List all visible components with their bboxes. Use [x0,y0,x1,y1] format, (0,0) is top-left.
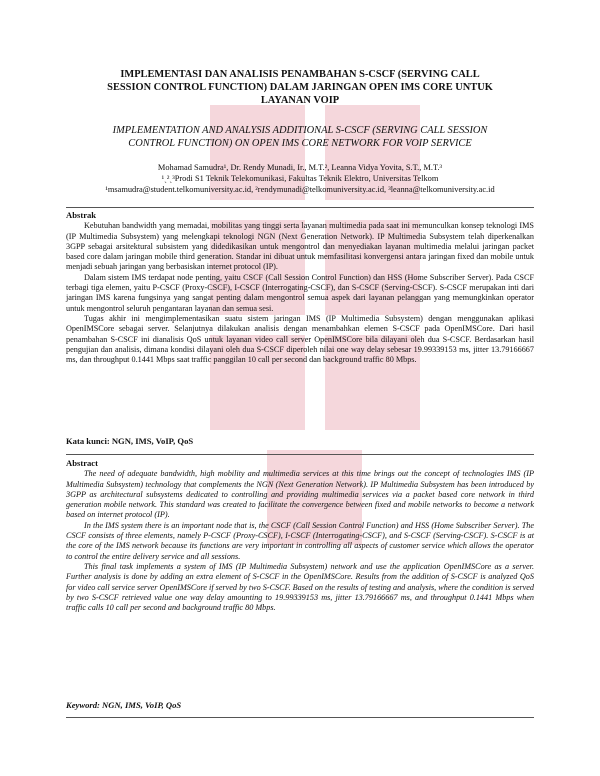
abstract-heading: Abstract [66,458,98,468]
divider [66,717,534,718]
author-emails: ¹msamudra@student.telkomuniversity.ac.id, ²rendymunadi@telkomuniversity.ac.id, ³leanna@telkomuniversity.ac.id [105,185,495,194]
abstrak-paragraph: Tugas akhir ini mengimplementasikan suatu sistem jaringan IMS (IP Multimedia Subsystem) dengan menggunakan aplikasi OpenIMSCore sebagai server. Selanjutnya dilakukan analisis dengan menambahkan elemen S-CSCF pada OpenIMSCore. Dari hasil penambahan S-CSCF ini dianalisis QoS untuk layanan video call server OpenIMSCore bila dilayani oleh dua S-CSCF. Berdasarkan hasil pengujian dan analisis, dimana kondisi dilayani oleh dua S-CSCF diperoleh nilai one way delay sebesar 19.99339153 ms, jitter 13.79166667 ms, dan throughput 0.1441 Mbps saat traffic panggilan 10 call per second dan background traffic 80 Mbps. [66,313,534,365]
abstrak-section [66,210,534,365]
abstrak-paragraph: Dalam sistem IMS terdapat node penting, yaitu CSCF (Call Session Control Function) dan HSS (Home Subscriber Server). Pada CSCF terbagi tiga elemen, yaitu P-CSCF (Proxy-CSCF), I-CSCF (Interrogating-CSCF), dan S-CSCF (Serving-CSCF). S-CSCF merupakan inti dari jaringan IMS karena fungsinya yang sangat penting dalam mengontrol semua aspek dari layanan pelanggan yang memungkinkan operator untuk mengontrol seluruh pengantaran layanan dan semua sesi. [66,272,534,313]
abstract-paragraph: This final task implements a system of IMS (IP Multimedia Subsystem) network and use the application OpenIMSCore as a server. Further analysis is done by adding an extra element of S-CSCF in the OpenIMSCore. Results from the addition of S-CSCF is analyzed QoS for video call service server OpenIMSCore if served by two S-CSCF. Based on the results of testing and analysis, where the condition is served by two S-CSCF retrieved value one way delay amounting to 19.99339153 ms, jitter 13.79166667 ms, and throughput 0.1441 Mbps when traffic calls 10 call per second and background traffic 80 Mbps. [66,561,534,613]
abstract-paragraph: In the IMS system there is an important node that is, the CSCF (Call Session Control Function) and HSS (Home Subscriber Server). The CSCF consists of three elements, namely P-CSCF (Proxy-CSCF), I-CSCF (Interrogating-CSCF), and S-CSCF (Serving-CSCF). S-CSCF is at the core of the IMS network because its functions are very important in controlling all aspects of customer service which allows the operator to control the entire delivery service and all sessions. [66,520,534,561]
divider [66,207,534,208]
abstract-section [66,458,534,613]
author-names: Mohamad Samudra¹, Dr. Rendy Munadi, Ir., M.T.², Leanna Vidya Yovita, S.T., M.T.³ [157,163,443,172]
abstrak-heading: Abstrak [66,210,97,220]
paper-english-title: IMPLEMENTATION AND ANALYSIS ADDITIONAL S-CSCF (SERVING CALL SESSION CONTROL FUNCTION) ON OPEN IMS CORE NETWORK FOR VOIP SERVICE [112,125,488,149]
divider [66,454,534,455]
author-affiliation: ¹ˎ²ˎ³Prodi S1 Teknik Telekomunikasi, Fakultas Teknik Elektro, Universitas Telkom [161,174,439,183]
abstract-paragraph: The need of adequate bandwidth, high mobility and multimedia services at this time brings out the concept of technologies IMS (IP Multimedia Subsystem) technology that complements the NGN (Next Generation Network). IP Multimedia Subsystem has been introduced by 3GPP as architectural subsystems dedicated to controlling and providing multimedia services via a packet based core network in third generation mobile network. This standard was created to facilitate the convergence between fixed and mobile networks to become a network based on internet protocol (IP). [66,469,534,520]
keyword-line: Keyword: NGN, IMS, VoIP, QoS [66,700,182,710]
author-block [66,162,534,195]
paper-title: IMPLEMENTASI DAN ANALISIS PENAMBAHAN S-CSCF (SERVING CALL SESSION CONTROL FUNCTION) DALAM JARINGAN OPEN IMS CORE UNTUK LAYANAN VOIP [107,69,493,106]
kata-kunci: Kata kunci: NGN, IMS, VoIP, QoS [66,436,194,446]
abstrak-paragraph: Kebutuhan bandwidth yang memadai, mobilitas yang tinggi serta layanan multimedia pada saat ini memunculkan konsep teknologi IMS (IP Multimedia Subsystem) yang melengkapi teknologi NGN (Next Generation Network). IP Multimedia Subsystem telah diperkenalkan 3GPP sebagai arsitektural subsistem yang didedikasikan untuk mengontrol dan menyediakan layanan multimedia melalui jaringan packet based core dalam jaringan mobile third generation. Standar ini dibuat untuk memfasilitasi konvergensi antara jaringan fixed dan mobile untuk menjadi sebuah jaringan yang berbasiskan internet protocol (IP). [66,221,534,272]
